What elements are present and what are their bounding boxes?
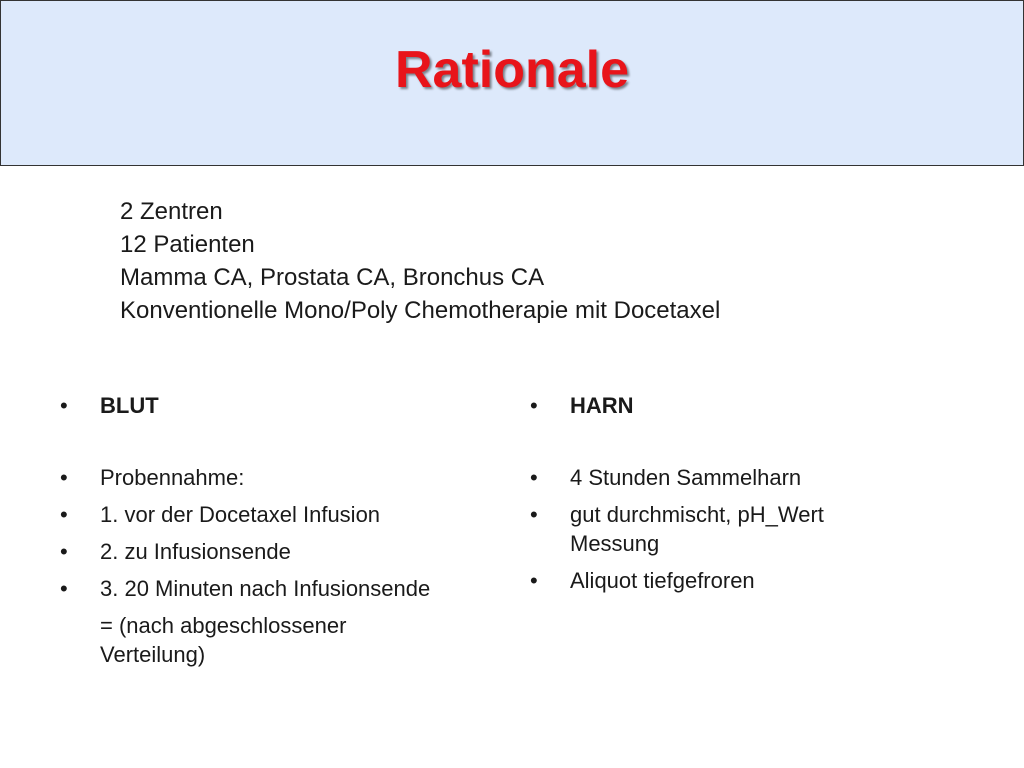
distribution-note: = (nach abgeschlossener Verteilung): [100, 613, 347, 667]
list-item: [530, 463, 970, 492]
bullet-icon: •: [60, 539, 68, 564]
list-item-text: 4 Stunden Sammelharn: [570, 465, 802, 490]
list-item: [530, 391, 970, 420]
bullet-icon: •: [60, 502, 68, 527]
title-box: [0, 0, 1024, 166]
bullet-icon: •: [60, 393, 68, 418]
list-item-text: 1. vor der Docetaxel Infusion: [100, 502, 381, 527]
blood-heading: BLUT: [100, 393, 159, 418]
list-item-text: Probennahme:: [100, 465, 245, 490]
summary-line: Mamma CA, Prostata CA, Bronchus CA: [120, 264, 545, 291]
summary-block: [120, 195, 720, 327]
summary-line: 2 Zentren: [120, 198, 223, 225]
blood-column: [60, 391, 500, 669]
list-item: [60, 574, 500, 603]
list-item-text: 3. 20 Minuten nach Infusionsende: [100, 576, 431, 601]
list-item: [60, 537, 500, 566]
urine-column: [530, 391, 970, 595]
list-item: [530, 500, 970, 558]
list-item: [530, 566, 970, 595]
bullet-icon: •: [60, 465, 68, 490]
summary-line: Konventionelle Mono/Poly Chemotherapie mit Docetaxel: [120, 297, 721, 324]
bullet-icon: •: [530, 465, 538, 490]
slide-title: Rationale: [394, 41, 630, 99]
summary-line: 12 Patienten: [120, 231, 255, 258]
list-item-text: gut durchmischt, pH_Wert Messung: [570, 502, 824, 556]
bullet-icon: •: [60, 576, 68, 601]
list-item: [60, 391, 500, 420]
list-item-text: Aliquot tiefgefroren: [570, 568, 755, 593]
bullet-icon: •: [530, 502, 538, 527]
list-item: [60, 463, 500, 492]
urine-heading: HARN: [570, 393, 634, 418]
list-item: [60, 500, 500, 529]
bullet-icon: •: [530, 393, 538, 418]
list-item-text: 2. zu Infusionsende: [100, 539, 291, 564]
bullet-icon: •: [530, 568, 538, 593]
